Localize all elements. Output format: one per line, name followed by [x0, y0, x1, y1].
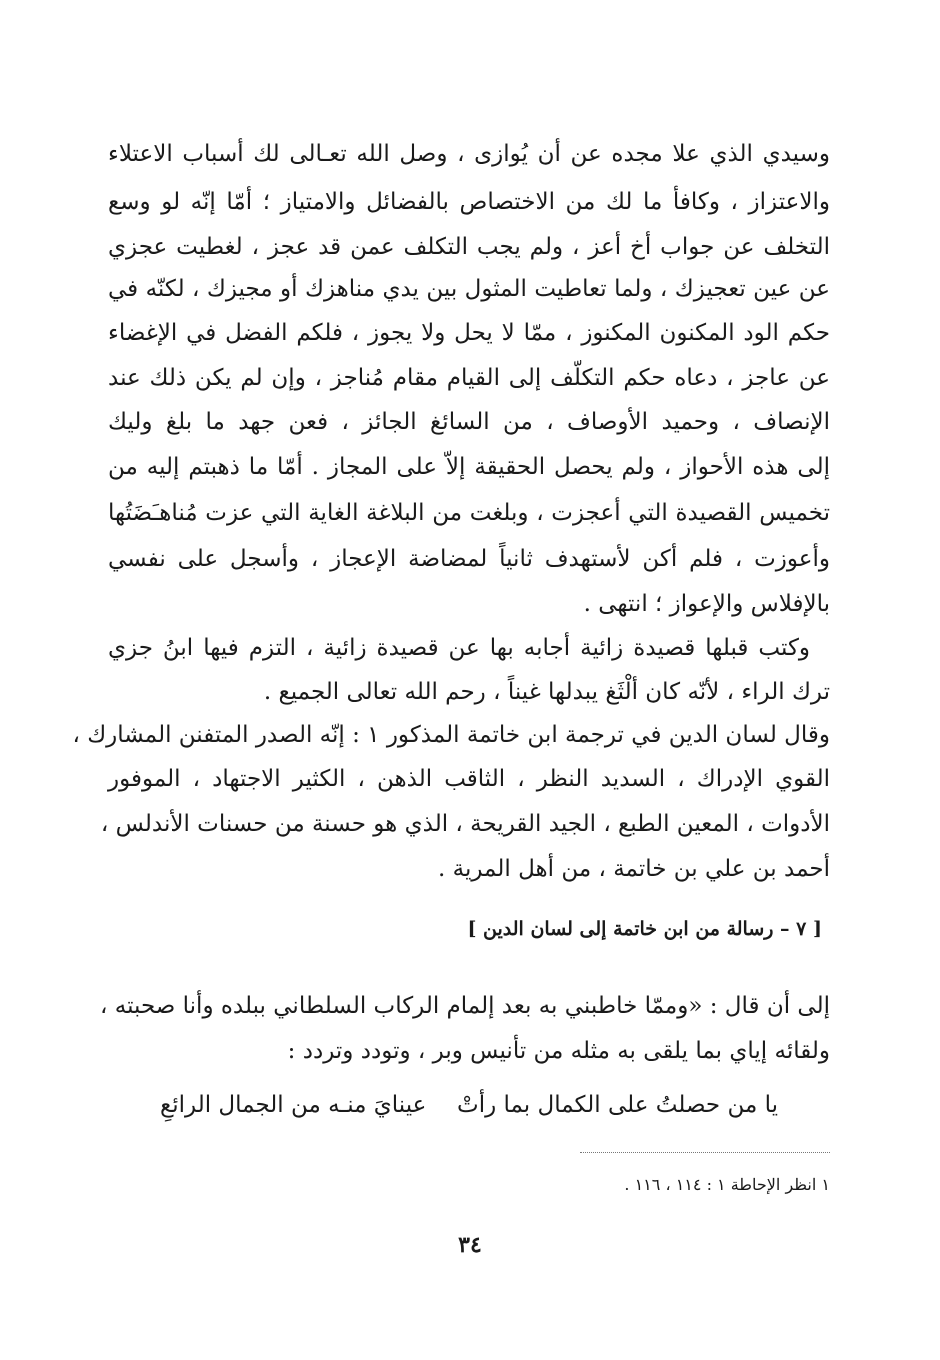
page-number: ٣٤	[458, 1232, 482, 1258]
text-line: عن عين تعجيزك ، ولما تعاطيت المثول بين يدي مناهزك أو مجيزك ، لكنّه في	[108, 276, 830, 302]
text-line: حكم الود المكنون المكنوز ، ممّا لا يحل ولا يجوز ، فلكم الفضل في الإغضاء	[108, 320, 830, 346]
section-heading: [ ٧ – رسالة من ابن خاتمة إلى لسان الدين ]	[467, 918, 822, 940]
text-line: إلى أن قال : «وممّا خاطبني به بعد إلمام الركاب السلطاني ببلده وأنا صحبته ،	[100, 993, 830, 1019]
text-line: التخلف عن جواب أخ أعز ، ولم يجب التكلف عمن قد عجز ، لغطيت عجزي	[108, 234, 830, 260]
text-line: وقال لسان الدين في ترجمة ابن خاتمة المذكور ١ : إنّه الصدر المتفنن المشارك ،	[72, 722, 830, 748]
text-line: وسيدي الذي علا مجده عن أن يُوازى ، وصل الله تعـالى لك أسباب الاعتلاء	[108, 141, 830, 167]
text-line: إلى هذه الأحواز ، ولم يحصل الحقيقة إلاّ على المجاز . أمّا ما ذهبتم إليه من	[108, 454, 830, 480]
text-line: أحمد بن علي بن خاتمة ، من أهل المرية .	[438, 856, 830, 882]
text-line: ولقائه إياي بما يلقى به مثله من تأنيس وبر ، وتودد وتردد :	[287, 1038, 830, 1064]
text-line: والاعتزاز ، وكافأ ما لك من الاختصاص بالفضائل والامتياز ؛ أمّا إنّه لو وسع	[108, 189, 830, 215]
verse-first-hemistich: يا من حصلتُ على الكمال بما رأتْ	[457, 1092, 778, 1118]
text-line: تخميس القصيدة التي أعجزت ، وبلغت من البلاغة الغاية التي عزت مُناهـَضَتُها	[108, 500, 830, 526]
text-line: القوي الإدراك ، السديد النظر ، الثاقب الذهن ، الكثير الاجتهاد ، الموفور	[108, 766, 830, 792]
footnote: ١ انظر الإحاطة ١ : ١١٤ ، ١١٦ .	[624, 1175, 830, 1194]
text-line: الأدوات ، المعين الطبع ، الجيد القريحة ، الذي هو حسنة من حسنات الأندلس ،	[100, 811, 830, 837]
text-line: وأعوزت ، فلم أكن لأستهدف ثانياً لمضاضة الإعجاز ، وأسجل على نفسي	[108, 546, 830, 572]
footnote-divider	[580, 1152, 830, 1153]
text-line: وكتب قبلها قصيدة زائية أجابه بها عن قصيدة زائية ، التزم فيها ابنُ جزي	[108, 635, 810, 661]
text-line: الإنصاف ، وحميد الأوصاف ، من السائغ الجائز ، فعن جهد ما بلغ وليك	[108, 409, 830, 435]
text-line: ترك الراء ، لأنّه كان ألْثَغ يبدلها غيناً ، رحم الله تعالى الجميع .	[263, 679, 830, 705]
verse-second-hemistich: عينايَ منـه من الجمال الرائعِ	[160, 1092, 427, 1118]
text-line: عن عاجز ، دعاه حكم التكلّف إلى القيام مقام مُناجز ، وإن لم يكن ذلك عند	[108, 365, 830, 391]
text-line: بالإفلاس والإعواز ؛ انتهى .	[583, 591, 830, 617]
